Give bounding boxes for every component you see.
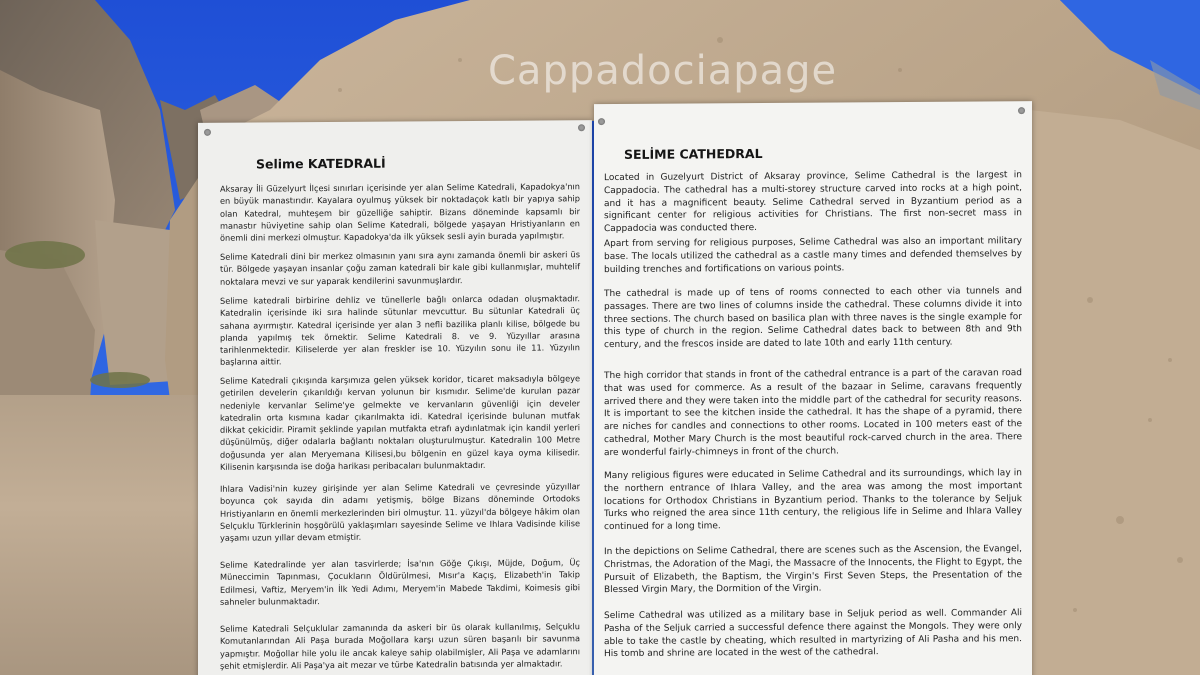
watermark: Cappadociapage <box>488 48 838 94</box>
screw-icon <box>578 124 585 131</box>
screw-icon <box>1018 107 1025 114</box>
english-title: SELİME CATHEDRAL <box>624 145 763 162</box>
information-sign <box>198 101 1032 675</box>
sign-panel-english <box>594 101 1032 675</box>
english-paragraph: In the depictions on Selime Cathedral, there are scenes such as the Ascension, the Evangel, Christmas, the Adoration of the Magi, the Massacre of the Innocents, the Flight to Egypt, the Pursuit of Elizabeth, the Baptism, the Virgin's First Seven Steps, the Presentation of the Blessed Virgin Mary, the Dormition of the Virgin. <box>604 544 1022 596</box>
english-paragraph: The cathedral is made up of tens of rooms connected to each other via tunnels and passages. There are two lines of columns inside the cathedral. These columns divide it into three sections. The church based on basilica plan with three naves is the single example for this type of church in the region. Selime Cathedral dates back to between 8th and 9th century, and the frescos inside are dated to late 10th and early 11th century. <box>604 286 1022 351</box>
english-paragraph: Many religious figures were educated in Selime Cathedral and its surroundings, which lay in the northern entrance of Ihlara Valley, and the area was among the most important locations for Orthodox Christians in Byzantium period. Thanks to the tolerance by Seljuk Turks who reigned the area since 11th century, the religious life in Selime and Ihlara Valley continued for a long time. <box>604 468 1022 533</box>
screw-icon <box>204 129 211 136</box>
turkish-paragraph: Aksaray İli Güzelyurt İlçesi sınırları içerisinde yer alan Selime Katedrali, Kapadokya'nın en büyük manastırıdır. Kayalara oyulmuş yüksek bir noktadaçok katlı bir yapıya sahip olan Katedral, muhteşem bir güzelliğe sahiptir. Bizans döneminde kapsamlı bir manastır hüviyetine sahip olan Selime Katedrali, bölgede yaşayan Hristiyanların en önemli dini merkezi olmuştur. Kapadokya'da ilk yüksek sesli ayin burada yapılmıştır. <box>220 181 580 243</box>
english-paragraph: Located in Guzelyurt District of Aksaray province, Selime Cathedral is the largest in Cappadocia. The cathedral has a multi-storey structure carved into rocks at a high point, and it has a magnificent beauty. Selime Cathedral served in Byzantium period as a significant center for religious activities for Christians. The first non-secret mass in Cappadocia was conducted there. <box>604 170 1022 235</box>
turkish-paragraph: Ihlara Vadisi'nin kuzey girişinde yer alan Selime Katedrali ve çevresinde yüzyıllar boyunca çok sayıda din adamı yetişmiş, bölge Bizans döneminde Ortodoks Hristiyanların en önemli merkezlerinden biri olmuştur. 11. yüzyıl'da bölgeye hâkim olan Selçuklu Türklerinin hoşgörülü yaklaşımları sayesinde Selime ve Ihlara Vadisinde kilise yaşamı uzun yıllar devam etmiştir. <box>220 481 580 543</box>
turkish-paragraph: Selime Katedrali Selçuklular zamanında da askeri bir üs olarak kullanılmış, Selçuklu Komutanlarından Ali Paşa burada Moğollara karşı uzun süren başarılı bir savunma yapmıştır. Moğollar hile yolu ile ancak kaleye sahip olabilmişler, Ali Paşa ve adamlarını şehit etmişlerdir. Ali Paşa'ya ait mezar ve türbe Katedralin batısında yer almaktadır. <box>220 621 580 671</box>
turkish-paragraph: Selime Katedrali çıkışında karşımıza gelen yüksek koridor, ticaret maksadıyla bölgeye getirilen develerin çıkarıldığı kervan yolunun bir kısmıdır. Selime'de kurulan pazar nedeniyle kervanlar Selime'ye gelmekte ve kervanların güvenliği için develer katedralin orta kısmına kadar çıkarılmakta idi. Katedral içerisinde bulunan mutfak dikkat çekicidir. Piramit şeklinde yapılan mutfakta etrafı aydınlatmak için kandil yerleri düşünülmüş, diğer odalarla bağlantı noktaları oluşturulmuştur. Katedralin 100 Metre doğusunda yer alan Meryemana Kilisesi,bu bölgenin en güzel kaya oyma kilisedir. Kilisenin karşısında ise doğa harikası peribacaları bulunmaktadır. <box>220 373 580 472</box>
english-paragraph: Selime Cathedral was utilized as a military base in Seljuk period as well. Commander Ali Pasha of the Seljuk carried a successful defence there against the Mongols. They were only able to take the castle by cheating, which resulted in martyrizing of Ali Pasha and his men. His tomb and shrine are located in the west of the cathedral. <box>604 608 1022 660</box>
dirt-path <box>0 395 230 675</box>
turkish-paragraph: Selime Katedralinde yer alan tasvirlerde; İsa'nın Göğe Çıkışı, Müjde, Doğum, Üç Müneccimin Tapınması, Çocukların Öldürülmesi, Mısır'a Kaçış, Elizabeth'in Takip Edilmesi, Vaftiz, Meryem'in İlk Yedi Adımı, Meryem'in Mabede Takdimi, Koimesis gibi sahneler bulunmaktadır. <box>220 557 580 607</box>
screw-icon <box>598 118 605 125</box>
english-paragraph: The high corridor that stands in front of the cathedral entrance is a part of the caravan road that was used for commerce. As a result of the bazaar in Selime, caravans frequently arrived there and they were taken into the middle part of the cathedral for security reasons. It is important to see the kitchen inside the cathedral. It has the shape of a pyramid, there are niches for candles and connections to other rooms. Located in 100 meters east of the cathedral, Mother Mary Church is the most beautiful rock-carved church in the area. There are wonderful fairly-chimneys in front of the church. <box>604 368 1022 458</box>
sign-panel-turkish <box>198 120 592 675</box>
english-paragraph: Apart from serving for religious purposes, Selime Cathedral was also an important military base. The locals utilized the cathedral as a castle many times and defended themselves by building trenches and fortifications on various points. <box>604 236 1022 275</box>
turkish-paragraph: Selime katedrali birbirine dehliz ve tünellerle bağlı onlarca odadan oluşmaktadır. Katedralin içerisinde iki sıra halinde sütunlar mevcuttur. Bu sütunlar Katedrali üç sahana ayırmıştır. Katedral içerisinde yer alan 3 nefli bazilika planlı kilise, bölgede bu planda yapılmış tek örnektir. Selime Katedrali 8. ve 9. Yüzyıllar arasına tarihlenmektedir. Kiliselerde yer alan freskler ise 10. Yüzyılın sonu ile 11. Yüzyılın başlarına aittir. <box>220 293 580 368</box>
turkish-paragraph: Selime Katedrali dini bir merkez olmasının yanı sıra aynı zamanda önemli bir askeri üs tür. Bölgede yaşayan insanlar çoğu zaman katedrali bir kale gibi kullanmışlar, muhtelif noktalara mevzi ve sur yaparak kendilerini savunmuşlardır. <box>220 249 580 287</box>
turkish-title: Selime KATEDRALİ <box>256 155 386 172</box>
